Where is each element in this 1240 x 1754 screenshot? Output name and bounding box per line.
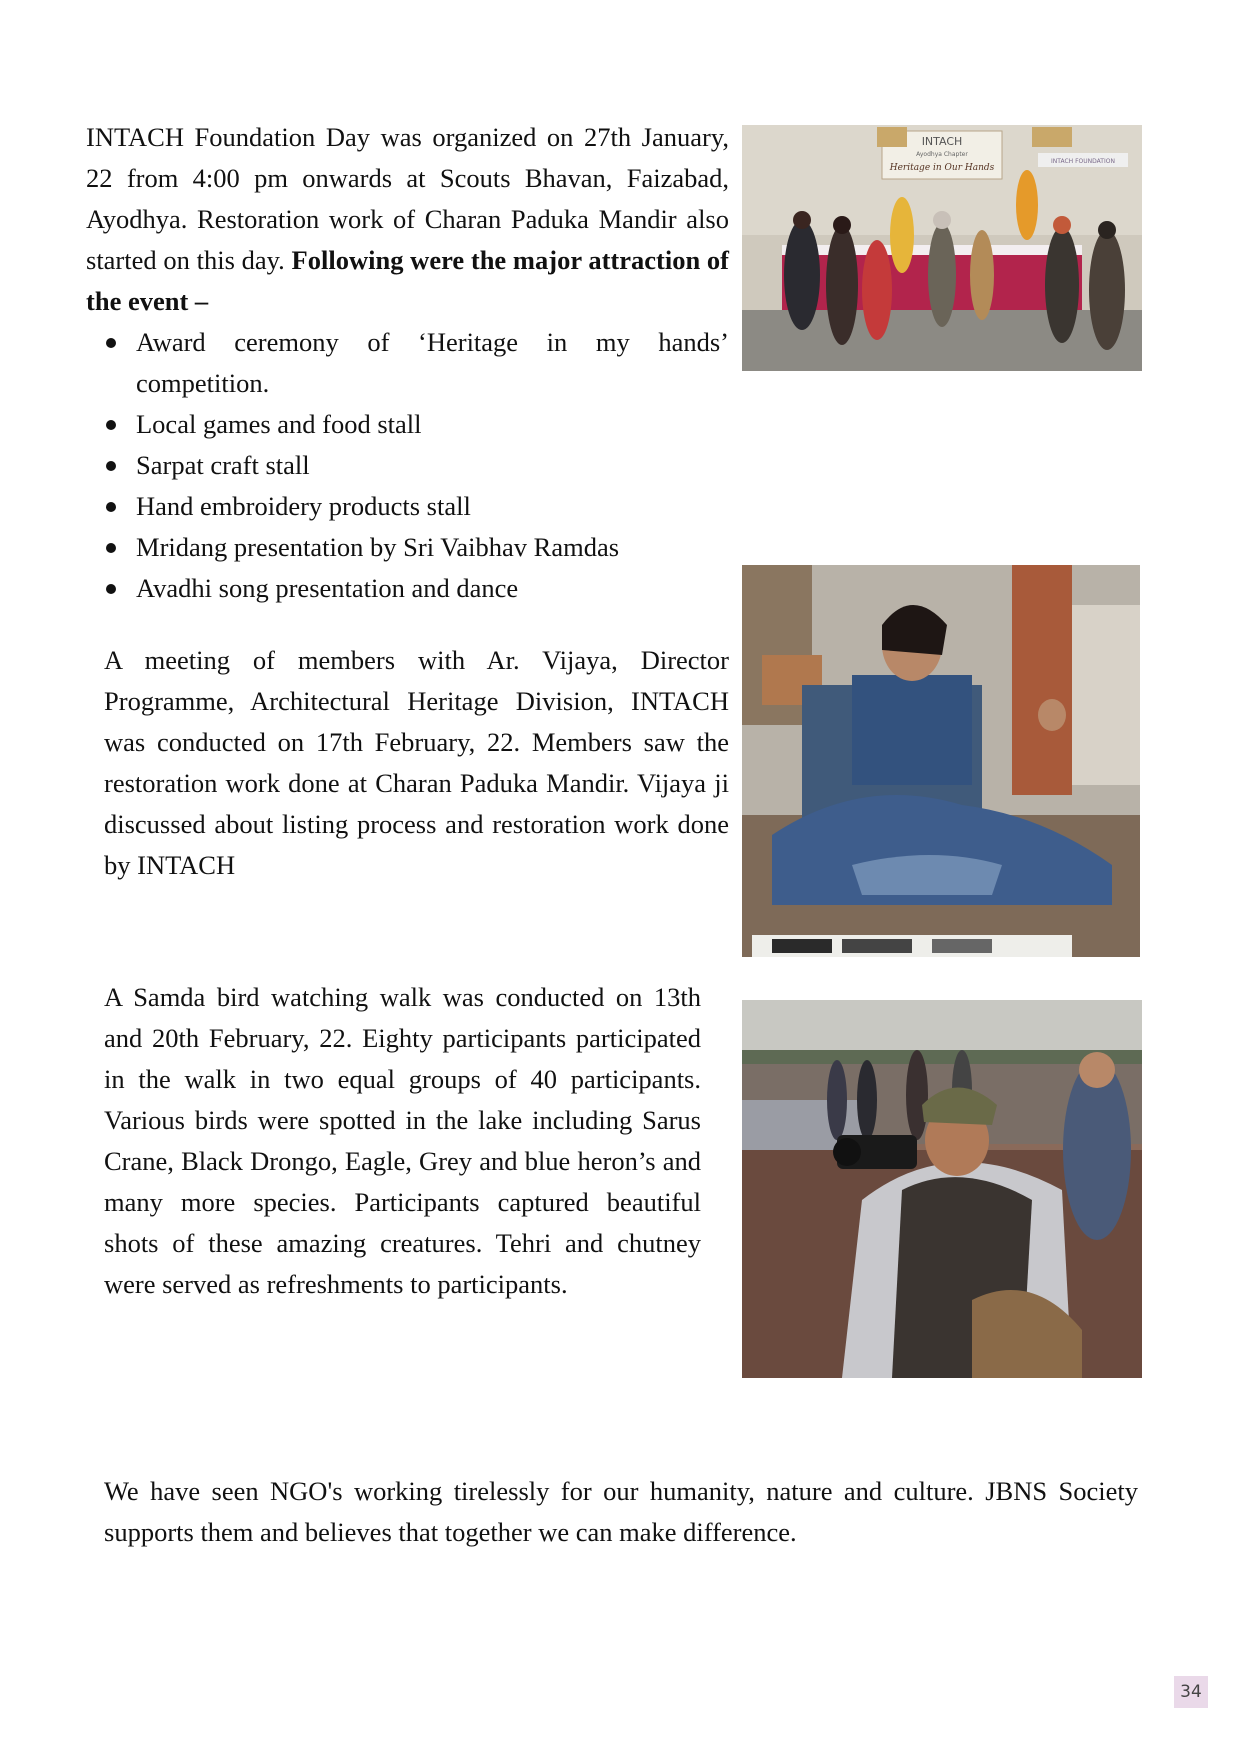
bird-walk-section [104,977,701,1305]
foundation-day-intro-text: INTACH Foundation Day was organized on 27th January, 22 from 4:00 pm onwards at Scouts Bhavan, Faizabad, Ayodhya. Restoration work of Charan Paduka Mandir also started on this day. [86,122,729,275]
bird-walk-paragraph: A Samda bird watching walk was conducted on 13th and 20th February, 22. Eighty participants participated in the walk in two equal groups of 40 participants. Various birds were spotted in the lake including Sarus Crane, Black Drongo, Eagle, Grey and blue heron’s and many more species. Participants captured beautiful shots of these amazing creatures. Tehri and chutney were served as refreshments to participants. [104,982,701,1299]
banner-subtitle-text: Ayodhya Chapter [916,151,968,158]
bullet-icon [106,543,116,553]
bullet-icon [106,420,116,430]
list-item-text: Avadhi song presentation and dance [136,573,519,603]
meeting-photo [742,565,1140,957]
list-item-text: Hand embroidery products stall [136,491,471,521]
closing-paragraph: We have seen NGO's working tirelessly for our humanity, nature and culture. JBNS Society supports them and believes that together we can make difference. [104,1476,1138,1547]
banner-title-text: INTACH [921,135,963,148]
bullet-icon [106,502,116,512]
list-item [86,404,729,445]
bullet-icon [106,461,116,471]
banner-slogan-text: Heritage in Our Hands [889,163,995,173]
banner-right-text: INTACH FOUNDATION [1051,158,1115,165]
closing-section [104,1471,1138,1553]
meeting-paragraph: A meeting of members with Ar. Vijaya, Director Programme, Architectural Heritage Division, INTACH was conducted on 17th February, 22. Members saw the restoration work done at Charan Paduka Mandir. Vijaya ji discussed about listing process and restoration work done by INTACH [104,645,729,880]
list-item-text: Award ceremony of ‘Heritage in my hands’ competition. [136,327,729,398]
attractions-list [86,322,729,609]
meeting-section [104,640,729,886]
bullet-icon [106,584,116,594]
foundation-day-section [86,117,729,609]
list-item [86,568,729,609]
list-item-text: Local games and food stall [136,409,422,439]
list-item [86,322,729,404]
bullet-icon [106,338,116,348]
list-item [86,486,729,527]
list-item [86,445,729,486]
list-item-text: Sarpat craft stall [136,450,310,480]
foundation-day-photo [742,125,1142,371]
foundation-day-intro-bold: Following were the major attraction of the event – [86,245,730,316]
bird-walk-photo [742,1000,1142,1378]
page-number: 34 [1174,1676,1208,1708]
list-item-text: Mridang presentation by Sri Vaibhav Ramdas [136,532,620,562]
foundation-day-intro [86,117,729,322]
list-item [86,527,729,568]
